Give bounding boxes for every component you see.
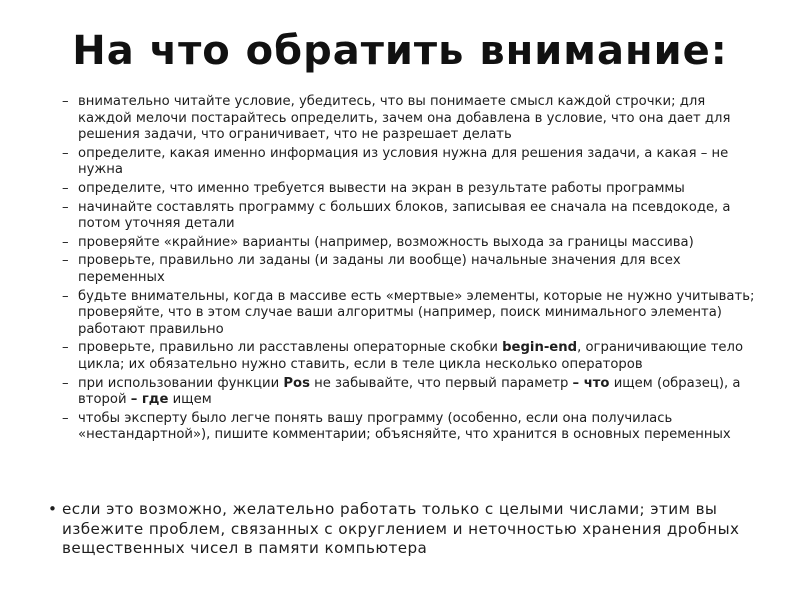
keyword-pos: Pos [283,375,310,391]
list-item-text: определите, какая именно информация из условия нужна для решения задачи, а какая – не нужна [78,145,729,178]
keyword-what: – что [572,375,610,391]
dash-bullet: – [62,180,69,196]
list-item [62,200,762,233]
tips-list [62,94,762,446]
keyword-where: – где [130,392,169,408]
list-item-text-begin-end [78,340,743,372]
list-item-text: проверяйте «крайние» варианты (например, возможность выхода за границы массива) [78,234,694,250]
dash-bullet: – [62,199,69,215]
list-item-text: начинайте составлять программу с больших блоков, записывая ее сначала на псевдокоде, а потом уточняя детали [78,199,731,232]
main-list-item [48,500,768,559]
list-item-text: определите, что именно требуется вывести на экран в результате работы программы [78,180,685,196]
text-fragment: ищем [168,392,212,408]
list-item [62,253,762,286]
dash-bullet: – [62,253,69,269]
dash-bullet: – [62,375,69,391]
list-item [62,94,762,144]
dot-bullet: • [48,500,58,518]
keyword-begin-end: begin-end [502,340,578,356]
text-fragment: при использовании функции [78,375,284,391]
list-item-text: внимательно читайте условие, убедитесь, что вы понимаете смысл каждой строчки; для каждой мелочи постарайтесь определить, зачем она добавлена в условие, что она дает для решения задачи, что ограничивает, что не разрешает делать [78,94,731,143]
list-item [62,376,762,409]
list-item [62,181,762,198]
list-item [62,235,762,252]
dash-bullet: – [62,340,69,356]
text-fragment: не забывайте, что первый параметр [309,375,573,391]
text-fragment: проверьте, правильно ли расставлены операторные скобки [78,340,503,356]
dash-bullet: – [62,145,69,161]
slide-title: На что обратить внимание: [72,28,728,74]
dash-bullet: – [62,94,69,109]
list-item [62,340,762,373]
text-fragment: , ограничивающие тело цикла; их обязательно нужно ставить, если в теле цикла несколько операторов [78,340,744,372]
dash-bullet: – [62,234,69,250]
list-item [62,289,762,339]
list-item-text: будьте внимательны, когда в массиве есть «мертвые» элементы, которые не нужно учитывать; проверяйте, что в этом случае ваши алгоритмы (например, поиск минимального элемента) работают правильно [78,288,755,337]
main-list [48,500,768,559]
list-item-text: проверьте, правильно ли заданы (и заданы ли вообще) начальные значения для всех переменных [78,253,681,285]
main-list-item-text: если это возможно, желательно работать только с целыми числами; этим вы избежите проблем, связанных с округлением и неточностью хранения дробных вещественных чисел в памяти компьютера [62,500,740,557]
list-item-text-pos [78,376,740,408]
dash-bullet: – [62,288,69,304]
list-item [62,146,762,179]
list-item-text: чтобы эксперту было легче понять вашу программу (особенно, если она получилась «нестандартной»), пишите комментарии; объясняйте, что хранится в основных переменных [78,410,731,443]
text-fragment: ищем (образец), а второй [78,375,741,408]
list-item [62,411,762,444]
dash-bullet: – [62,410,69,426]
